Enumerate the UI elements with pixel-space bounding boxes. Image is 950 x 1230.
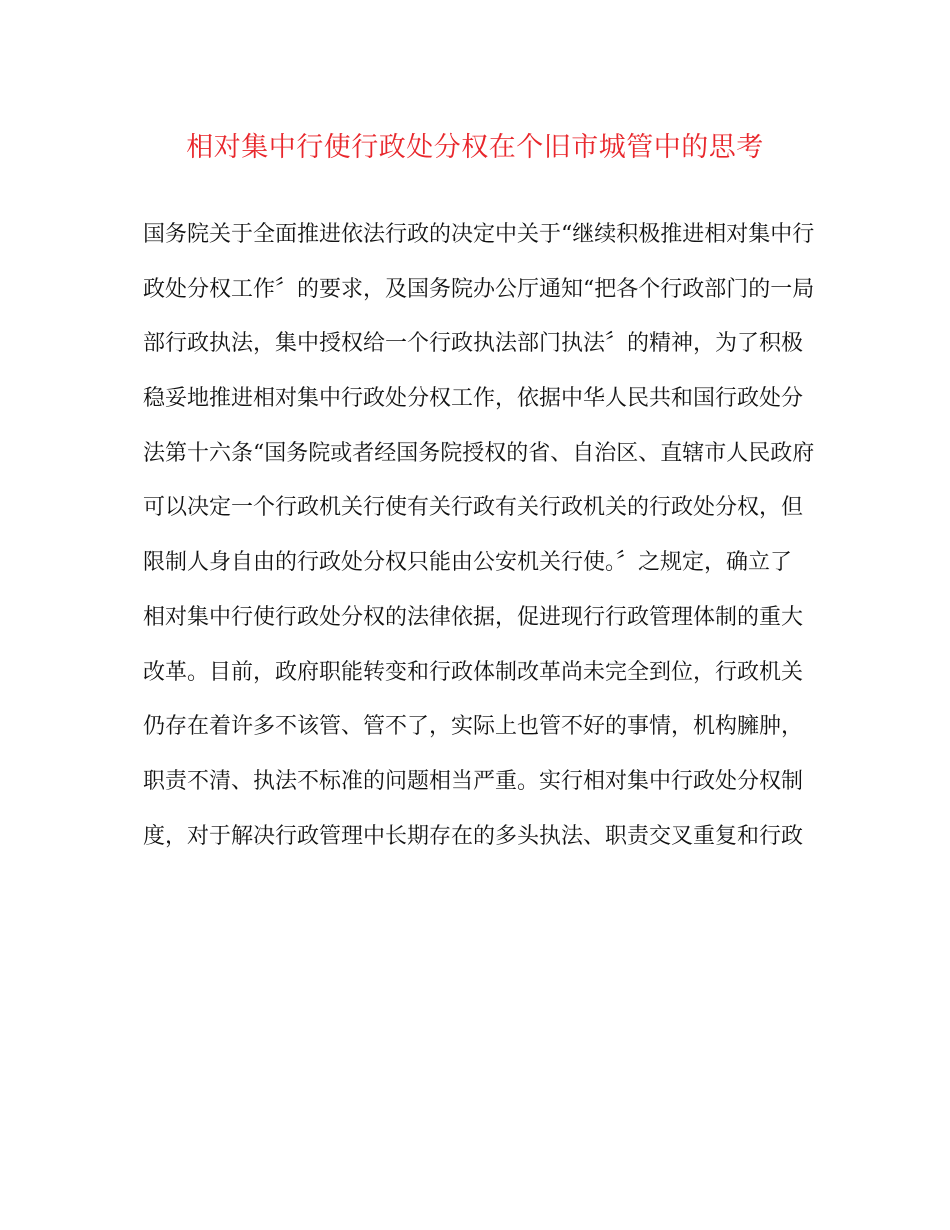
document-body <box>143 208 815 864</box>
document-title: 相对集中行使行政处分权在个旧市城管中的思考 <box>186 132 764 163</box>
paragraph-line: 稳妥地推进相对集中行政处分权工作，依据中华人民共和国行政处分 <box>143 386 804 412</box>
paragraph-line: 法第十六条“国务院或者经国务院授权的省、自治区、直辖市人民政府 <box>143 440 815 466</box>
paragraph-line: 限制人身自由的行政处分权只能由公安机关行使。〞之规定，确立了 <box>143 550 793 576</box>
paragraph-line: 政处分权工作〞的要求，及国务院办公厅通知“把各个行政部门的一局 <box>143 276 815 302</box>
paragraph-line: 部行政执法，集中授权给一个行政执法部门执法〞的精神，为了积极 <box>143 331 804 357</box>
paragraph-line: 仍存在着许多不该管、管不了，实际上也管不好的事情，机构臃肿， <box>143 714 804 740</box>
paragraph-line: 改革。目前，政府职能转变和行政体制改革尚未完全到位，行政机关 <box>143 659 804 685</box>
paragraph-line: 相对集中行使行政处分权的法律依据，促进现行行政管理体制的重大 <box>143 604 804 630</box>
paragraph-line: 国务院关于全面推进依法行政的决定中关于“继续积极推进相对集中行 <box>143 222 815 247</box>
paragraph-line: 职责不清、执法不标准的问题相当严重。实行相对集中行政处分权制 <box>143 768 804 794</box>
paragraph-line: 度，对于解决行政管理中长期存在的多头执法、职责交叉重复和行政 <box>143 823 804 849</box>
paragraph-line: 可以决定一个行政机关行使有关行政有关行政机关的行政处分权，但 <box>143 495 804 521</box>
